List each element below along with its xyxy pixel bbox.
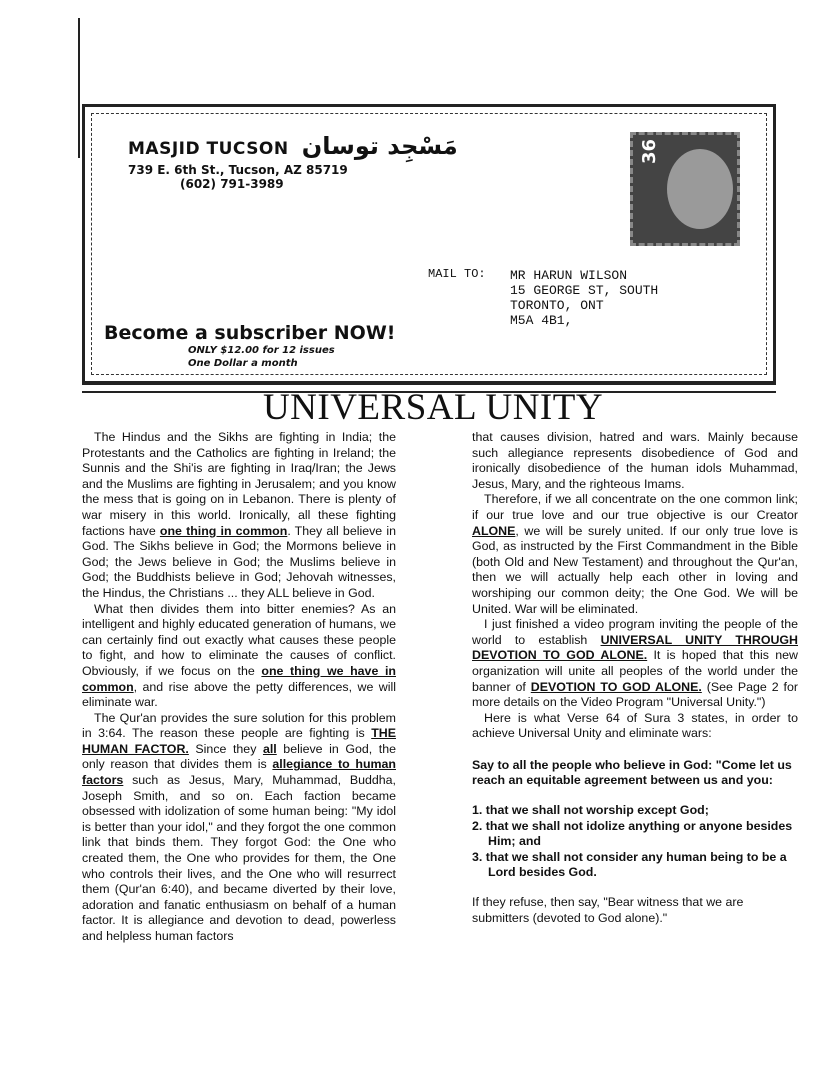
margin-rule <box>78 18 80 158</box>
text-run: Since they <box>188 741 263 756</box>
article-column-right <box>472 430 798 926</box>
emphasis: one thing in common <box>159 523 288 538</box>
subscribe-promo <box>104 322 395 370</box>
recipient-line: TORONTO, ONT <box>510 298 604 313</box>
recipient-address <box>510 268 658 328</box>
list-item: 1. that we shall not worship except God; <box>472 803 709 818</box>
verse-list <box>472 803 798 881</box>
text-run: What then divides them into bitter enemies? As an intelligent and highly educated generation of humans, we can certainly find out exactly what causes these people to fight, and how to eliminate the causes of conflict. Obviously, if we focus on the <box>82 601 396 678</box>
text-run: . They all believe in God. The Sikhs believe in God; the Mormons believe in God; the Jews believe in God; the Muslims believe in God; the Buddhists believe in God; Jehovah witnesses, the Hindus, the Christians ... they ALL believe in God. <box>82 523 397 600</box>
sender-block <box>128 132 458 191</box>
text-run: The Hindus and the Sikhs are fighting in India; the Protestants and the Catholics are fighting in Ireland; the Sunnis and the Shi'is are fighting in Iraq/Iran; the Jews and the Muslims are fighting in Jerusalem; and you know the mess that is going on in Lebanon. There is plenty of war misery in this world. Ironically, all these fighting factions have <box>82 430 396 538</box>
emphasis: allegiance to human factors <box>82 757 396 788</box>
paragraph <box>82 430 396 602</box>
verse-intro: Say to all the people who believe in God: "Come let us reach an equitable agreement between us and you: <box>472 757 792 788</box>
emphasis: UNIVERSAL UNITY THROUGH DEVOTION TO GOD ALONE. <box>472 632 798 663</box>
emphasis: ALONE <box>472 523 516 538</box>
text-run: such as Jesus, Mary, Muhammad, Buddha, Joseph Smith, and so on. Each faction became obsessed with idolization of some human being: "My idol is better than your idol," and they forgot the one common link that binds them. They forgot God: the One who created them, the One who provides for them, the One who controls their lives, and the One who will resurrect them (Qur'an 6:40), and became diverted by their love, adoration and fanatic enthusiasm on behalf of a human factor. It is allegiance and devotion to dead, powerless and helpless human factors <box>82 773 396 943</box>
text-run: , we will be surely united. If our only true love is God, as instructed by the First Commandment in the Bible (both Old and New Testament) and throughout the Qur'an, then we will actually help each other in loving and worshiping our common deity; the One God. We will be United. War will be eliminated. <box>472 523 798 616</box>
mailing-label <box>82 104 776 384</box>
mail-to-label: MAIL TO: <box>428 267 486 281</box>
text-run: believe in God, the only reason that divides them is <box>82 741 396 772</box>
article-column-left <box>82 430 396 945</box>
text-run: Therefore, if we all concentrate on the one common link; if our true love and our true objective is our Creator <box>472 492 798 522</box>
text-run: I just finished a video program inviting the people of the world to establish <box>472 617 798 647</box>
recipient-line: 15 GEORGE ST, SOUTH <box>510 283 659 298</box>
emphasis: one thing we have in common <box>82 663 396 694</box>
mailing-label-border <box>91 113 767 375</box>
verse-quote <box>472 758 798 926</box>
subscribe-title: Become a subscriber NOW! <box>104 322 396 344</box>
emphasis: DEVOTION TO GOD ALONE. <box>530 679 702 694</box>
sender-name-arabic: مَسْجِد توسان <box>301 132 458 160</box>
recipient-line: MR HARUN WILSON <box>510 268 628 283</box>
sender-phone: (602) 791-3989 <box>180 177 284 191</box>
stamp-value: 36 <box>639 138 661 165</box>
paragraph: that causes division, hatred and wars. Mainly because such allegiance represents disobedience of God and ironically disobedience of the human idols Muhammad, Jesus, Mary, and the righteous Imams. <box>472 430 798 491</box>
text-run: , and rise above the petty differences, we will eliminate war. <box>82 679 396 710</box>
paragraph <box>82 711 396 945</box>
text-run: The Qur'an provides the sure solution for this problem in 3:64. The reason these people are fighting is <box>82 710 396 741</box>
postage-stamp <box>630 132 740 246</box>
sender-address: 739 E. 6th St., Tucson, AZ 85719 <box>128 163 348 177</box>
stamp-globe-icon <box>667 149 733 229</box>
paragraph: Here is what Verse 64 of Sura 3 states, in order to achieve Universal Unity and eliminate wars: <box>472 710 798 741</box>
paragraph <box>472 492 798 617</box>
verse-closing: If they refuse, then say, "Bear witness that we are submitters (devoted to God alone)." <box>472 895 744 925</box>
article-headline: UNIVERSAL UNITY <box>262 387 604 428</box>
paragraph <box>472 617 798 711</box>
emphasis: THE HUMAN FACTOR. <box>82 726 396 756</box>
text-run: (See Page 2 for more details on the Video Program "Universal Unity.") <box>472 679 798 710</box>
list-item: 2. that we shall not idolize anything or anyone besides Him; and <box>472 818 793 849</box>
sender-name: MASJID TUCSON <box>128 139 289 159</box>
text-run: It is hoped that this new organization will unite all peoples of the world under the banner of <box>472 648 798 694</box>
emphasis: all <box>262 741 277 756</box>
subscribe-note: One Dollar a month <box>188 358 298 369</box>
paragraph <box>82 602 396 711</box>
recipient-line: M5A 4B1, <box>510 313 573 328</box>
subscribe-price: ONLY $12.00 for 12 issues <box>188 345 335 356</box>
list-item: 3. that we shall not consider any human being to be a Lord besides God. <box>472 849 787 880</box>
